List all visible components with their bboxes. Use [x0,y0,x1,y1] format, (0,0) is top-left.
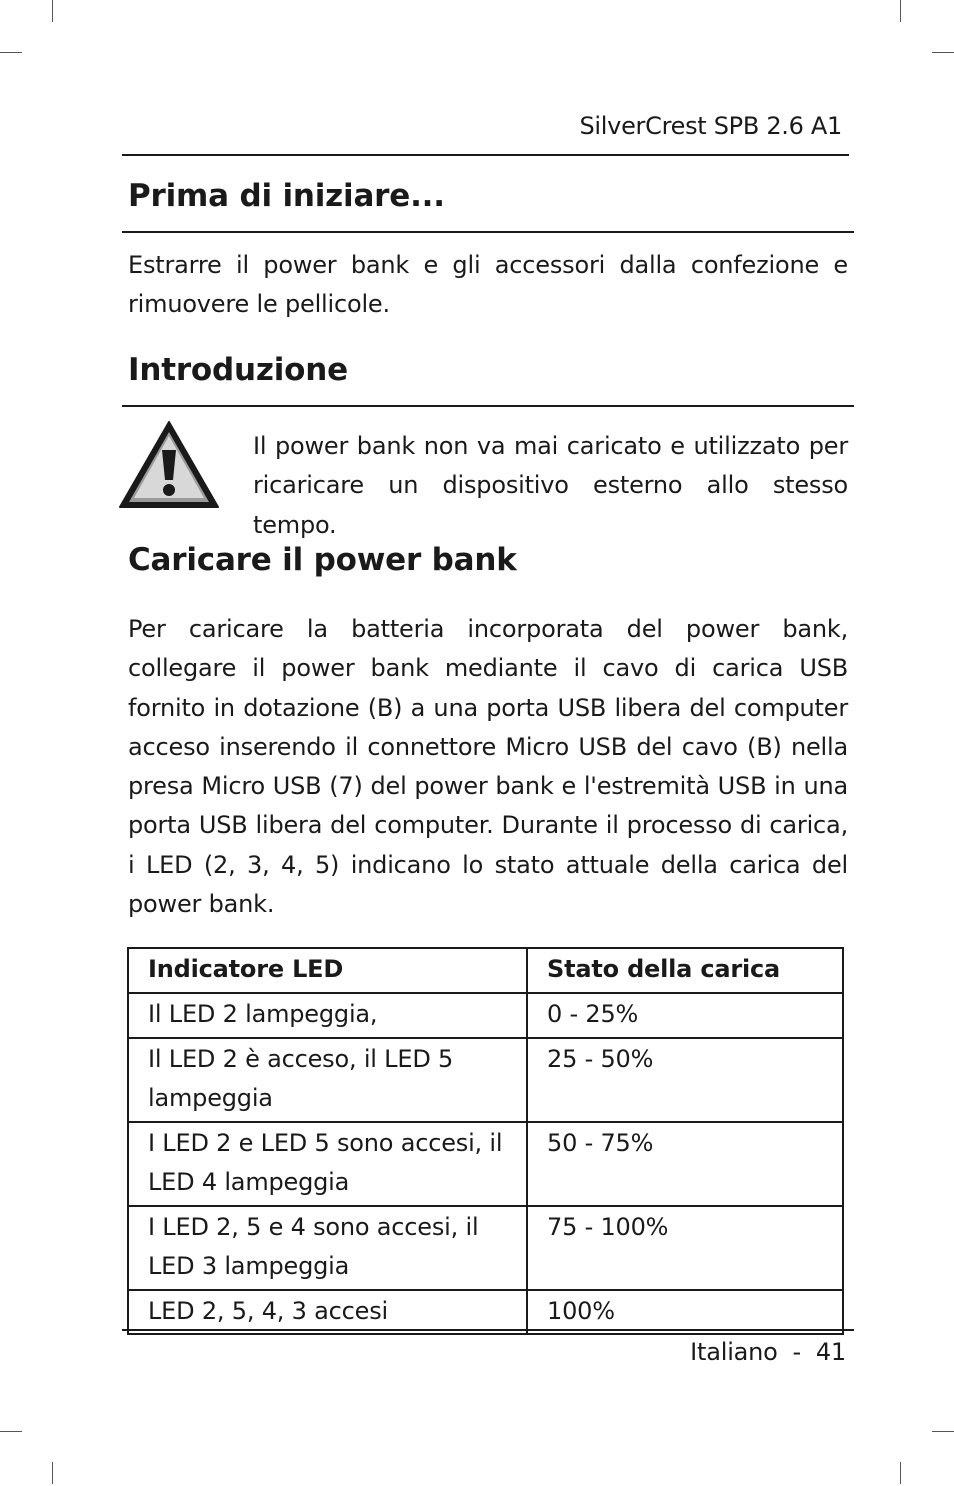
footer-language: Italiano [690,1338,778,1366]
table-cell-led: Il LED 2 lampeggia, [128,993,527,1038]
table-row [128,1206,843,1290]
table-cell-led: I LED 2, 5 e 4 sono accesi, il LED 3 lampeggia [128,1206,527,1290]
table-header-state: Stato della carica [527,948,843,993]
crop-mark [0,1431,22,1432]
crop-mark [932,1431,954,1432]
table-cell-led: Il LED 2 è acceso, il LED 5 lampeggia [128,1038,527,1122]
crop-mark [52,0,53,22]
table-header-row [128,948,843,993]
footer-separator: - [792,1338,801,1366]
introduction-warning-text: Il power bank non va mai caricato e utilizzato per ricaricare un dispositivo esterno allo stesso tempo. [253,432,848,539]
table-row [128,1290,843,1335]
table-row [128,1122,843,1206]
footer-rule [122,1329,854,1331]
table-cell-state: 75 - 100% [527,1206,843,1290]
table-cell-state: 100% [527,1290,843,1335]
table-row [128,1038,843,1122]
crop-mark [900,1462,901,1484]
table-cell-state: 25 - 50% [527,1038,843,1122]
section-title-charging: Caricare il power bank [128,542,517,578]
warning-triangle-icon [118,420,220,510]
crop-mark [52,1462,53,1484]
section-title-introduction: Introduzione [128,352,348,388]
table-cell-led: LED 2, 5, 4, 3 accesi [128,1290,527,1335]
table-header-led: Indicatore LED [128,948,527,993]
page-footer [690,1338,846,1366]
charging-text: Per caricare la batteria incorporata del power bank, collegare il power bank mediante il cavo di carica USB fornito in dotazione (B) a una porta USB libera del computer acceso inserendo il connettore Micro USB del cavo (B) nella presa Micro USB (7) del power bank e l'estremità USB in una porta USB libera del computer. Durante il processo di carica, i LED (2, 3, 4, 5) indicano lo stato attuale della carica del power bank. [128,615,848,919]
header-model: SilverCrest SPB 2.6 A1 [579,112,842,140]
crop-mark [932,52,954,53]
page-number: 41 [815,1338,846,1366]
table-cell-led: I LED 2 e LED 5 sono accesi, il LED 4 lampeggia [128,1122,527,1206]
table-cell-state: 50 - 75% [527,1122,843,1206]
crop-mark [0,52,22,53]
section-rule [122,405,854,407]
led-status-table [127,947,844,1335]
section-title-before-start: Prima di iniziare... [128,178,445,214]
table-cell-state: 0 - 25% [527,993,843,1038]
section-rule [122,231,854,233]
before-start-text: Estrarre il power bank e gli accessori dalla confezione e rimuovere le pellicole. [128,251,848,319]
crop-mark [900,0,901,22]
table-row [128,993,843,1038]
header-rule [122,154,849,156]
